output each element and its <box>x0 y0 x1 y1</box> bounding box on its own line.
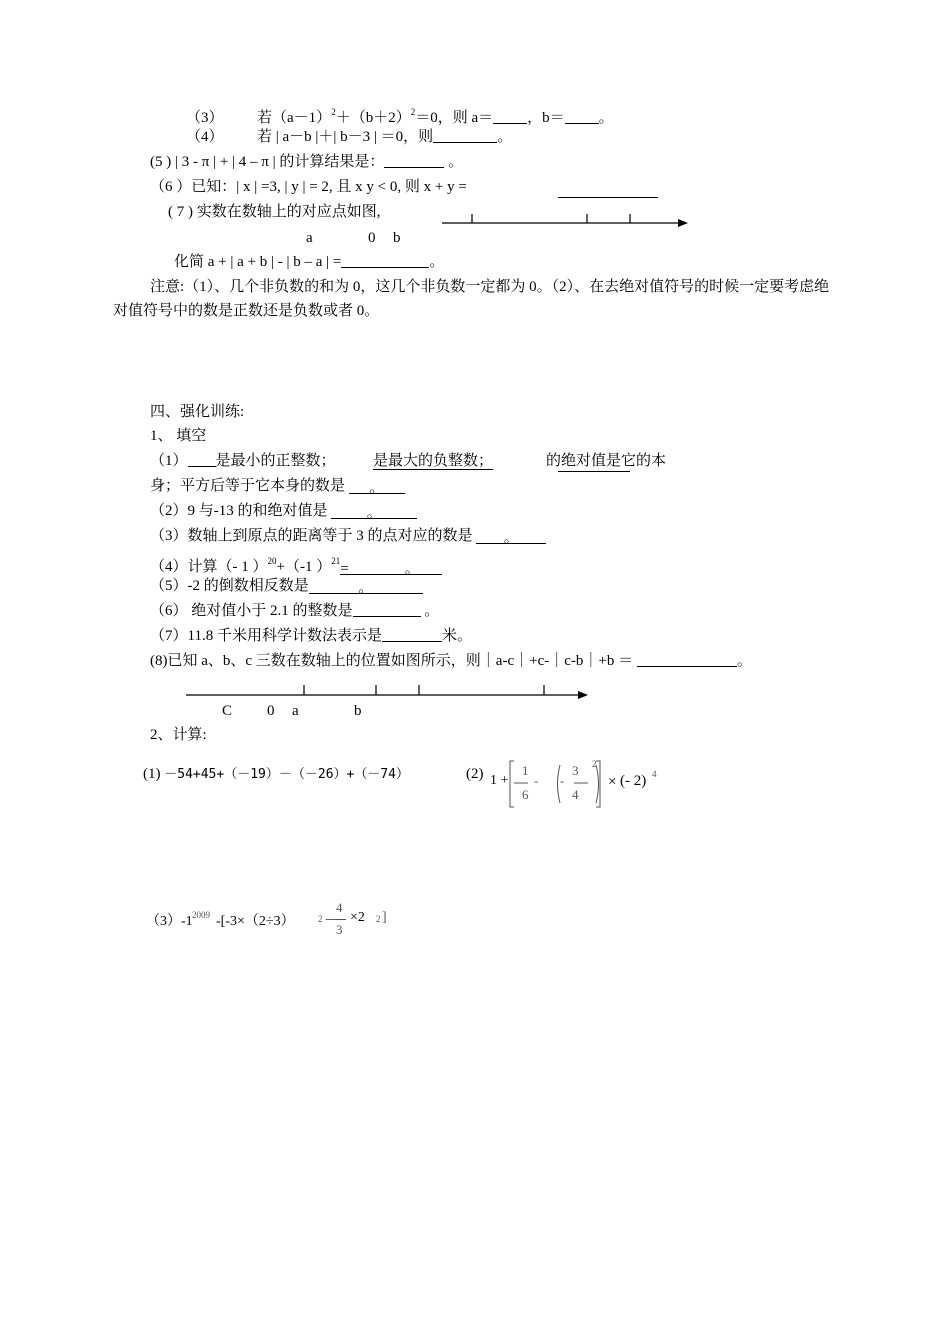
answer-blank[interactable] <box>341 252 429 268</box>
answer-blank[interactable]: 。 <box>309 578 423 594</box>
calc-2-expression: 1 + 1 6 - - 3 4 2 × (- 2) 4 <box>490 759 670 813</box>
q7-simplify: 化简 a + | a + b | - | b – a | = 。 <box>174 254 445 270</box>
answer-blank[interactable] <box>384 152 444 168</box>
axis-label-0: 0 <box>267 703 275 719</box>
answer-blank[interactable] <box>565 108 599 124</box>
right-bracket-icon <box>594 759 604 809</box>
fill-1b: 是最大的负整数； <box>373 453 494 469</box>
fill-6: （6） 绝对值小于 2.1 的整数是 。 <box>150 603 440 619</box>
answer-blank[interactable]: 。 <box>331 503 417 519</box>
axis-label-C: C <box>222 703 233 719</box>
answer-blank[interactable]: 。 <box>349 478 405 494</box>
question-4: （4） 若 | a－b |＋| b－3 | ＝0，则 。 <box>186 129 513 145</box>
axis-label-b: b <box>354 703 362 719</box>
q3-number: （3） <box>186 110 224 126</box>
question-5: (5 ) | 3 - π | + | 4 – π | 的计算结果是： 。 <box>150 154 464 170</box>
axis-label-0: 0 <box>368 230 376 246</box>
number-line-q8 <box>184 680 594 704</box>
answer-blank[interactable] <box>558 471 630 472</box>
fraction-bar <box>334 919 346 920</box>
note-line-2: 对值符号中的数是正数还是负数或者 0。 <box>113 303 380 319</box>
answer-blank[interactable] <box>637 651 737 667</box>
fill-3: （3）数轴上到原点的距离等于 3 的点对应的数是 。 <box>150 526 546 546</box>
calc-3-expression: （3）-1 2009 -[-3×（2÷3） 2 － 4 3 ×2 2 ] <box>146 900 387 937</box>
question-3: （3） 若$(a-1)^2+(b+2)^2=0$，则 a＝ ，b＝ 。 <box>186 107 614 126</box>
fill-1c: 的绝对值是它的本 <box>546 453 667 469</box>
note-line-1: 注意:（1）、几个非负数的和为 0，这几个非负数一定都为 0。（2）、在去绝对值符号的时候一定要考虑绝 <box>150 279 830 295</box>
answer-blank[interactable]: = 。 <box>340 559 442 575</box>
fill-2: （2）9 与-13 的和绝对值是 。 <box>150 501 417 521</box>
answer-blank[interactable]: 。 <box>476 528 546 544</box>
question-6: （6 ）已知：| x | =3, | y | = 2, 且 x y < 0, 则 x + y = <box>150 179 467 195</box>
axis-label-a: a <box>306 230 313 246</box>
section-title: 四、强化训练: <box>150 404 245 420</box>
fill-8: (8)已知 a、b、c 三数在数轴上的位置如图所示，则｜a-c｜+c-｜c-b｜+b ＝ 。 <box>150 653 752 669</box>
answer-blank[interactable] <box>382 626 442 642</box>
answer-blank[interactable] <box>558 197 658 198</box>
subsection-fill: 1、 填空 <box>150 428 207 444</box>
axis-label-b: b <box>393 230 401 246</box>
answer-blank[interactable] <box>493 108 527 124</box>
question-7: ( 7 ) 实数在数轴上的对应点如图, <box>168 204 381 220</box>
axis-label-a: a <box>292 703 299 719</box>
answer-blank[interactable] <box>188 451 216 467</box>
calc-2-number: (2) <box>466 766 484 782</box>
answer-blank[interactable] <box>353 601 421 617</box>
fill-1-cont: 身；平方后等于它本身的数是 。 <box>150 476 405 496</box>
fill-7: （7）11.8 千米用科学计数法表示是 米。 <box>150 628 472 644</box>
fill-5: （5）-2 的倒数相反数是 。 <box>150 576 423 596</box>
fill-1: （1） 是最小的正整数； <box>150 453 336 469</box>
number-line-q7 <box>440 208 690 232</box>
calc-1: (1) －54+45+（－19）－（－26）+（－74） <box>143 766 409 782</box>
fill-4: （4）计算（- 1 ）$^{20}$+（-1 ）$^{21}$= 。 <box>150 551 442 577</box>
subsection-calc: 2、计算: <box>150 727 207 743</box>
answer-blank[interactable] <box>433 127 497 143</box>
